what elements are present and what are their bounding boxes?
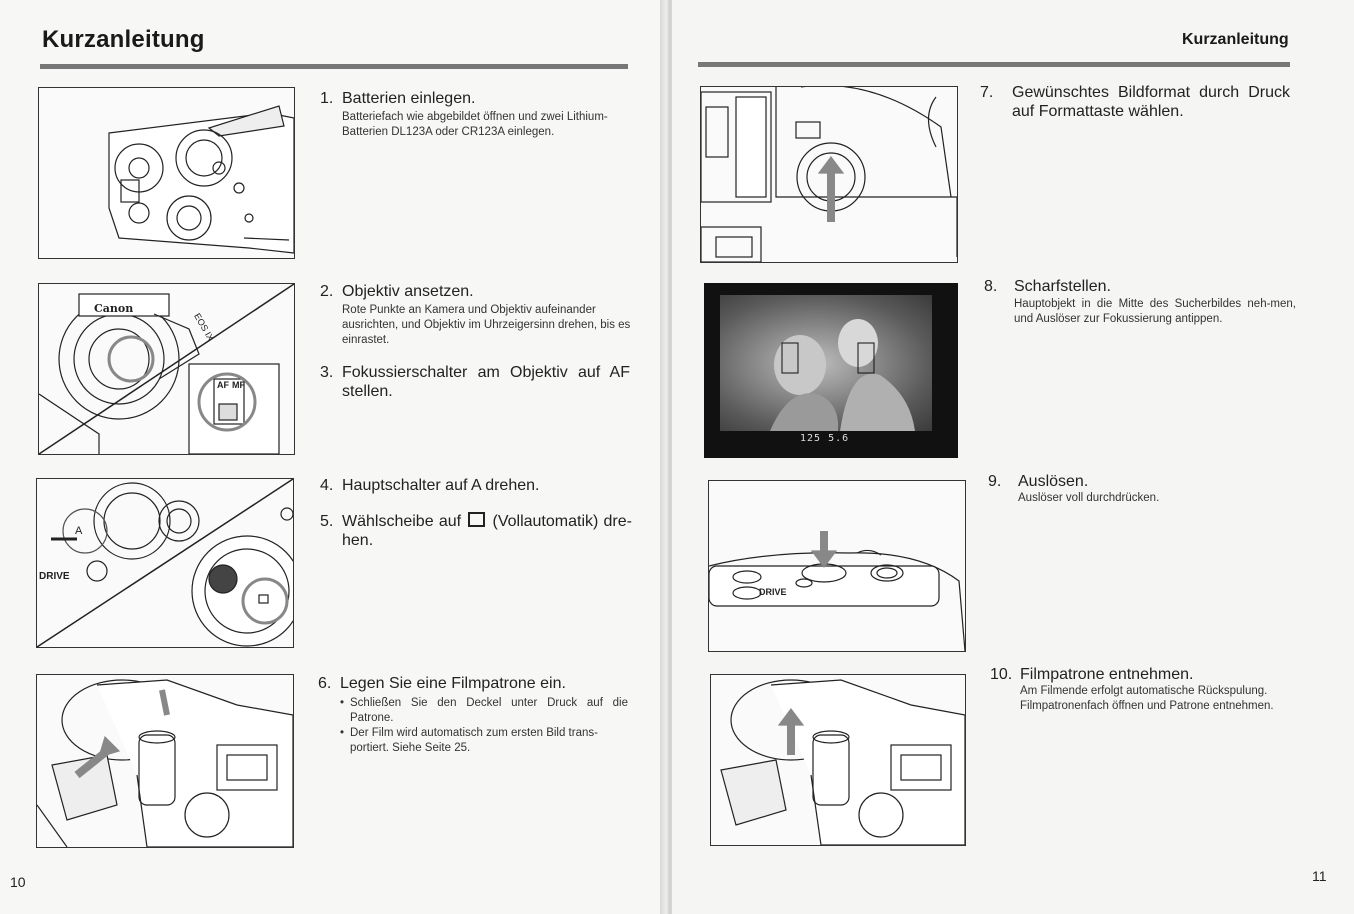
bullet-item: • Schließen Sie den Deckel unter Druck auf die Patrone. [340,696,628,726]
step-1-title: 1. Batterien einlegen. [320,90,476,107]
drive-label-right: DRIVE [759,587,787,597]
step-1-desc: Batteriefach wie abgebildet öffnen und zwei Lithium-Batterien DL123A oder CR123A einlegen. [342,111,608,138]
figure-shutter-release [708,480,966,652]
step-6-bullets [330,696,628,756]
page-title-right: Kurzanleitung [1182,31,1289,48]
header-rule [40,64,628,69]
figure-format-button [700,86,958,263]
figure-film-unload [710,674,966,846]
step-8-desc: Hauptobjekt in die Mitte des Sucherbildes neh-men, und Auslöser zur Fokussierung antippen. [1014,298,1296,325]
canon-logo: Canon [94,302,134,315]
step-8-title: 8. Scharfstellen. [984,278,1111,295]
page-number-right: 11 [1312,868,1327,884]
figure-lens-mount [38,283,295,455]
step-9-title: 9. Auslösen. [988,473,1089,490]
viewfinder-lcd-readout: 125 5.6 [800,433,850,444]
right-page [672,0,1354,914]
page-title-left: Kurzanleitung [42,26,205,53]
figure-viewfinder-photo [704,283,958,458]
viewfinder-scene [720,295,932,431]
eos-label: EOS IX [192,311,216,343]
drive-label: DRIVE [39,571,70,582]
left-page [0,0,668,914]
step-9-desc: Auslöser voll durchdrücken. [1018,492,1160,504]
page-number-left: 10 [10,874,26,890]
figure-battery-compartment [38,87,295,259]
figure-film-load [36,674,294,848]
step-5-title: 5. Wählscheibe auf (Vollautomatik) dre-hen. [320,513,632,549]
step-6-title: 6. Legen Sie eine Filmpatrone ein. [318,675,566,692]
step-2-title: 2. Objektiv ansetzen. [320,283,474,300]
step-10-title: 10. Filmpatrone entnehmen. [990,666,1194,683]
af-label: AF [217,380,229,390]
step-10-desc: Am Filmende erfolgt automatische Rückspulung. Filmpatronenfach öffnen und Patrone entnehmen. [1020,685,1274,712]
step-2-desc: Rote Punkte an Kamera und Objektiv aufeinander ausrichten, und Objektiv im Uhrzeigersinn drehen, bis es einrastet. [342,304,631,346]
step-4-title: 4. Hauptschalter auf A drehen. [320,477,540,494]
mf-label: MF [232,380,245,390]
full-auto-square-icon [468,512,485,527]
step-3-title: 3. Fokussierschalter am Objektiv auf AF stellen. [320,364,630,400]
a-label: A [75,525,83,537]
figure-mode-dial [36,478,294,648]
bullet-item: • Der Film wird automatisch zum ersten Bild trans-portiert. Siehe Seite 25. [340,726,628,756]
header-rule-right [698,62,1290,67]
step-7-title: 7. Gewünschtes Bildformat durch Druck auf Formattaste wählen. [980,84,1290,120]
